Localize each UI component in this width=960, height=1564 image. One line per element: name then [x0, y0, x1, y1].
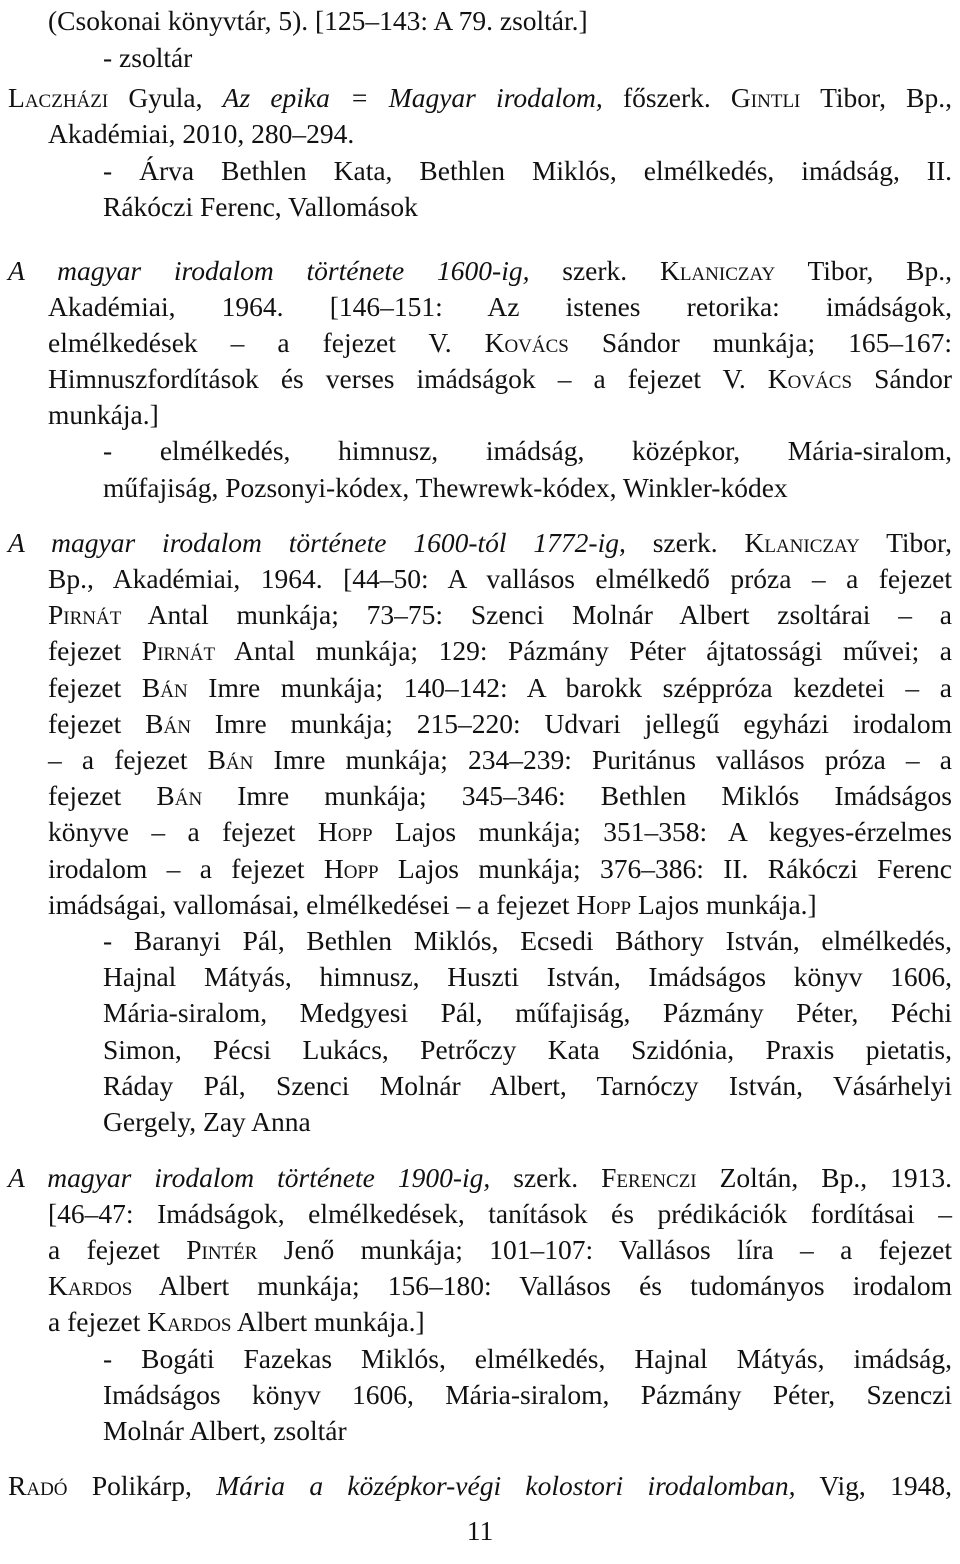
- author-name-smallcaps: án: [225, 744, 254, 775]
- text-segment: Lajos munkája; 376–386: II. Rákóczi Ferenc: [378, 853, 952, 884]
- text-segment: elmélkedések – a fejezet V. K: [48, 327, 505, 358]
- text-segment: Lajos munkája; 351–358: A kegyes-érzelmes: [372, 816, 952, 847]
- author-name-smallcaps: irnát: [63, 599, 122, 630]
- text-segment: Molnár Albert, zsoltár: [103, 1415, 347, 1446]
- text-segment: Zoltán, Bp., 1913.: [696, 1162, 952, 1193]
- text-line: [103, 1032, 952, 1068]
- text-segment: Simon, Pécsi Lukács, Petrőczy Kata Szidónia, Praxis pietatis,: [103, 1034, 952, 1065]
- text-segment: Albert munkája.]: [231, 1306, 425, 1337]
- text-segment: könyve – a fejezet H: [48, 816, 338, 847]
- text-line: [103, 1068, 952, 1104]
- text-segment: fejezet B: [48, 672, 161, 703]
- author-name-smallcaps: aczházi: [24, 82, 109, 113]
- text-segment: Sándor: [852, 363, 952, 394]
- text-line: [48, 289, 952, 325]
- text-segment: irodalom – a fejezet H: [48, 853, 344, 884]
- text-segment: Antal munkája; 73–75: Szenci Molnár Albert zsoltárai – a: [121, 599, 952, 630]
- text-line: [48, 597, 952, 633]
- text-segment: Imre munkája; 345–346: Bethlen Miklós Imádságos: [202, 780, 953, 811]
- text-segment: - Árva Bethlen Kata, Bethlen Miklós, elmélkedés, imádság, II.: [103, 155, 952, 186]
- author-name-smallcaps: intli: [750, 82, 801, 113]
- author-name-smallcaps: ardos: [67, 1270, 133, 1301]
- text-line: [103, 1413, 952, 1449]
- text-line: [103, 995, 952, 1031]
- text-segment: a fejezet P: [48, 1234, 202, 1265]
- text-segment: – a fejezet B: [48, 744, 226, 775]
- author-name-smallcaps: án: [163, 708, 191, 739]
- title-text: Az epika = Magyar irodalom,: [222, 82, 603, 113]
- text-segment: Imre munkája; 215–220: Udvari jellegű egyházi irodalom: [190, 708, 953, 739]
- text-line: [48, 706, 952, 742]
- text-line: [8, 253, 952, 289]
- text-segment: fejezet B: [48, 780, 175, 811]
- text-line: [8, 80, 952, 116]
- text-line: [48, 1268, 952, 1304]
- text-segment: [46–47: Imádságok, elmélkedések, tanítások és prédikációk fordításai –: [48, 1198, 952, 1229]
- text-line: [103, 1104, 952, 1140]
- text-segment: Hajnal Mátyás, himnusz, Huszti István, Imádságos könyv 1606,: [103, 961, 952, 992]
- text-segment: Tibor, Bp.,: [800, 82, 953, 113]
- text-segment: Gyula,: [108, 82, 223, 113]
- text-line: [48, 397, 952, 433]
- text-segment: Antal munkája; 129: Pázmány Péter ájtatossági művei; a: [215, 635, 952, 666]
- author-name-smallcaps: erenczi: [616, 1162, 697, 1193]
- author-name-smallcaps: laniczay: [679, 255, 776, 286]
- author-name-smallcaps: opp: [596, 889, 632, 920]
- text-segment: Sándor munkája; 165–167:: [568, 327, 952, 358]
- title-text: Mária a középkor-végi kolostori irodalomban,: [216, 1470, 796, 1501]
- text-segment: Jenő munkája; 101–107: Vallásos líra – a fejezet: [257, 1234, 953, 1265]
- text-line: [48, 814, 952, 850]
- text-segment: P: [48, 599, 64, 630]
- text-segment: Albert munkája; 156–180: Vallásos és tudományos irodalom: [132, 1270, 952, 1301]
- text-segment: munkája.]: [48, 399, 159, 430]
- text-segment: műfajiság, Pozsonyi-kódex, Thewrewk-kódex, Winkler-kódex: [103, 472, 788, 503]
- author-name-smallcaps: irnát: [157, 635, 216, 666]
- text-segment: imádságai, vallomásai, elmélkedései – a fejezet H: [48, 889, 597, 920]
- author-name-smallcaps: án: [174, 780, 203, 811]
- text-line: [103, 153, 952, 189]
- text-segment: Rákóczi Ferenc, Vallomások: [103, 191, 418, 222]
- author-name-smallcaps: án: [160, 672, 188, 703]
- text-line: [48, 1304, 952, 1340]
- page-number: 11: [466, 1515, 494, 1546]
- text-line: [48, 778, 952, 814]
- text-segment: Tibor,: [859, 527, 952, 558]
- text-line: [48, 361, 952, 397]
- author-name-smallcaps: opp: [343, 853, 379, 884]
- text-segment: Tibor, Bp.,: [775, 255, 952, 286]
- author-name-smallcaps: ardos: [167, 1306, 232, 1337]
- text-line: [8, 1160, 952, 1196]
- text-line: [48, 633, 952, 669]
- text-line: [48, 851, 952, 887]
- text-line: [8, 1468, 952, 1504]
- author-name-smallcaps: ovács: [504, 327, 569, 358]
- title-text: A magyar irodalom története 1600-ig,: [8, 255, 530, 286]
- text-line: [103, 959, 952, 995]
- text-line: [48, 670, 952, 706]
- text-segment: Akadémiai, 1964. [146–151: Az istenes retorika: imádságok,: [48, 291, 952, 322]
- text-segment: Gergely, Zay Anna: [103, 1106, 311, 1137]
- text-line: [48, 887, 952, 923]
- text-segment: Polikárp,: [67, 1470, 217, 1501]
- text-line: [103, 470, 952, 506]
- text-line: [48, 116, 952, 152]
- text-segment: szerk. K: [529, 255, 680, 286]
- text-segment: Vig, 1948,: [795, 1470, 952, 1501]
- text-segment: Imre munkája; 140–142: A barokk széppróza kezdetei – a: [187, 672, 952, 703]
- text-line: [103, 923, 952, 959]
- text-line: [48, 325, 952, 361]
- text-segment: Lajos munkája.]: [631, 889, 817, 920]
- text-segment: L: [8, 82, 25, 113]
- author-name-smallcaps: adó: [26, 1470, 68, 1501]
- text-line: [48, 1196, 952, 1232]
- text-line: [103, 433, 952, 469]
- text-segment: K: [48, 1270, 68, 1301]
- author-name-smallcaps: intér: [201, 1234, 258, 1265]
- text-line: [103, 1341, 952, 1377]
- title-text: A magyar irodalom története 1600-tól 1772-ig,: [8, 527, 626, 558]
- title-text: A magyar irodalom története 1900-ig,: [8, 1162, 491, 1193]
- text-line: [103, 1377, 952, 1413]
- text-line: [48, 3, 952, 39]
- text-segment: szerk. K: [625, 527, 765, 558]
- text-segment: Imre munkája; 234–239: Puritánus vallásos próza – a: [253, 744, 953, 775]
- text-segment: Bp., Akadémiai, 1964. [44–50: A vallásos elmélkedő próza – a fejezet: [48, 563, 952, 594]
- text-segment: fejezet P: [48, 635, 158, 666]
- text-segment: R: [8, 1470, 27, 1501]
- text-segment: Akadémiai, 2010, 280–294.: [48, 118, 355, 149]
- author-name-smallcaps: opp: [337, 816, 373, 847]
- text-line: [48, 742, 952, 778]
- text-segment: Mária-siralom, Medgyesi Pál, műfajiság, Pázmány Péter, Péchi: [103, 997, 952, 1028]
- text-segment: főszerk. G: [602, 82, 751, 113]
- text-segment: - Baranyi Pál, Bethlen Miklós, Ecsedi Báthory István, elmélkedés,: [103, 925, 952, 956]
- text-line: [103, 40, 952, 76]
- text-segment: Imádságos könyv 1606, Mária-siralom, Pázmány Péter, Szenczi: [103, 1379, 952, 1410]
- text-line: [48, 561, 952, 597]
- text-segment: - zsoltár: [103, 42, 193, 73]
- text-segment: - elmélkedés, himnusz, imádság, középkor, Mária-siralom,: [103, 435, 952, 466]
- text-line: [48, 1232, 952, 1268]
- text-segment: Ráday Pál, Szenci Molnár Albert, Tarnóczy István, Vásárhelyi: [103, 1070, 952, 1101]
- text-segment: Himnuszfordítások és verses imádságok – a fejezet V. K: [48, 363, 788, 394]
- text-segment: szerk. F: [490, 1162, 617, 1193]
- text-line: [103, 189, 952, 225]
- author-name-smallcaps: ovács: [787, 363, 853, 394]
- text-segment: fejezet B: [48, 708, 164, 739]
- author-name-smallcaps: laniczay: [764, 527, 860, 558]
- text-segment: a fejezet K: [48, 1306, 168, 1337]
- text-line: [8, 525, 952, 561]
- text-segment: (Csokonai könyvtár, 5). [125–143: A 79. zsoltár.]: [48, 5, 588, 36]
- text-segment: - Bogáti Fazekas Miklós, elmélkedés, Hajnal Mátyás, imádság,: [103, 1343, 952, 1374]
